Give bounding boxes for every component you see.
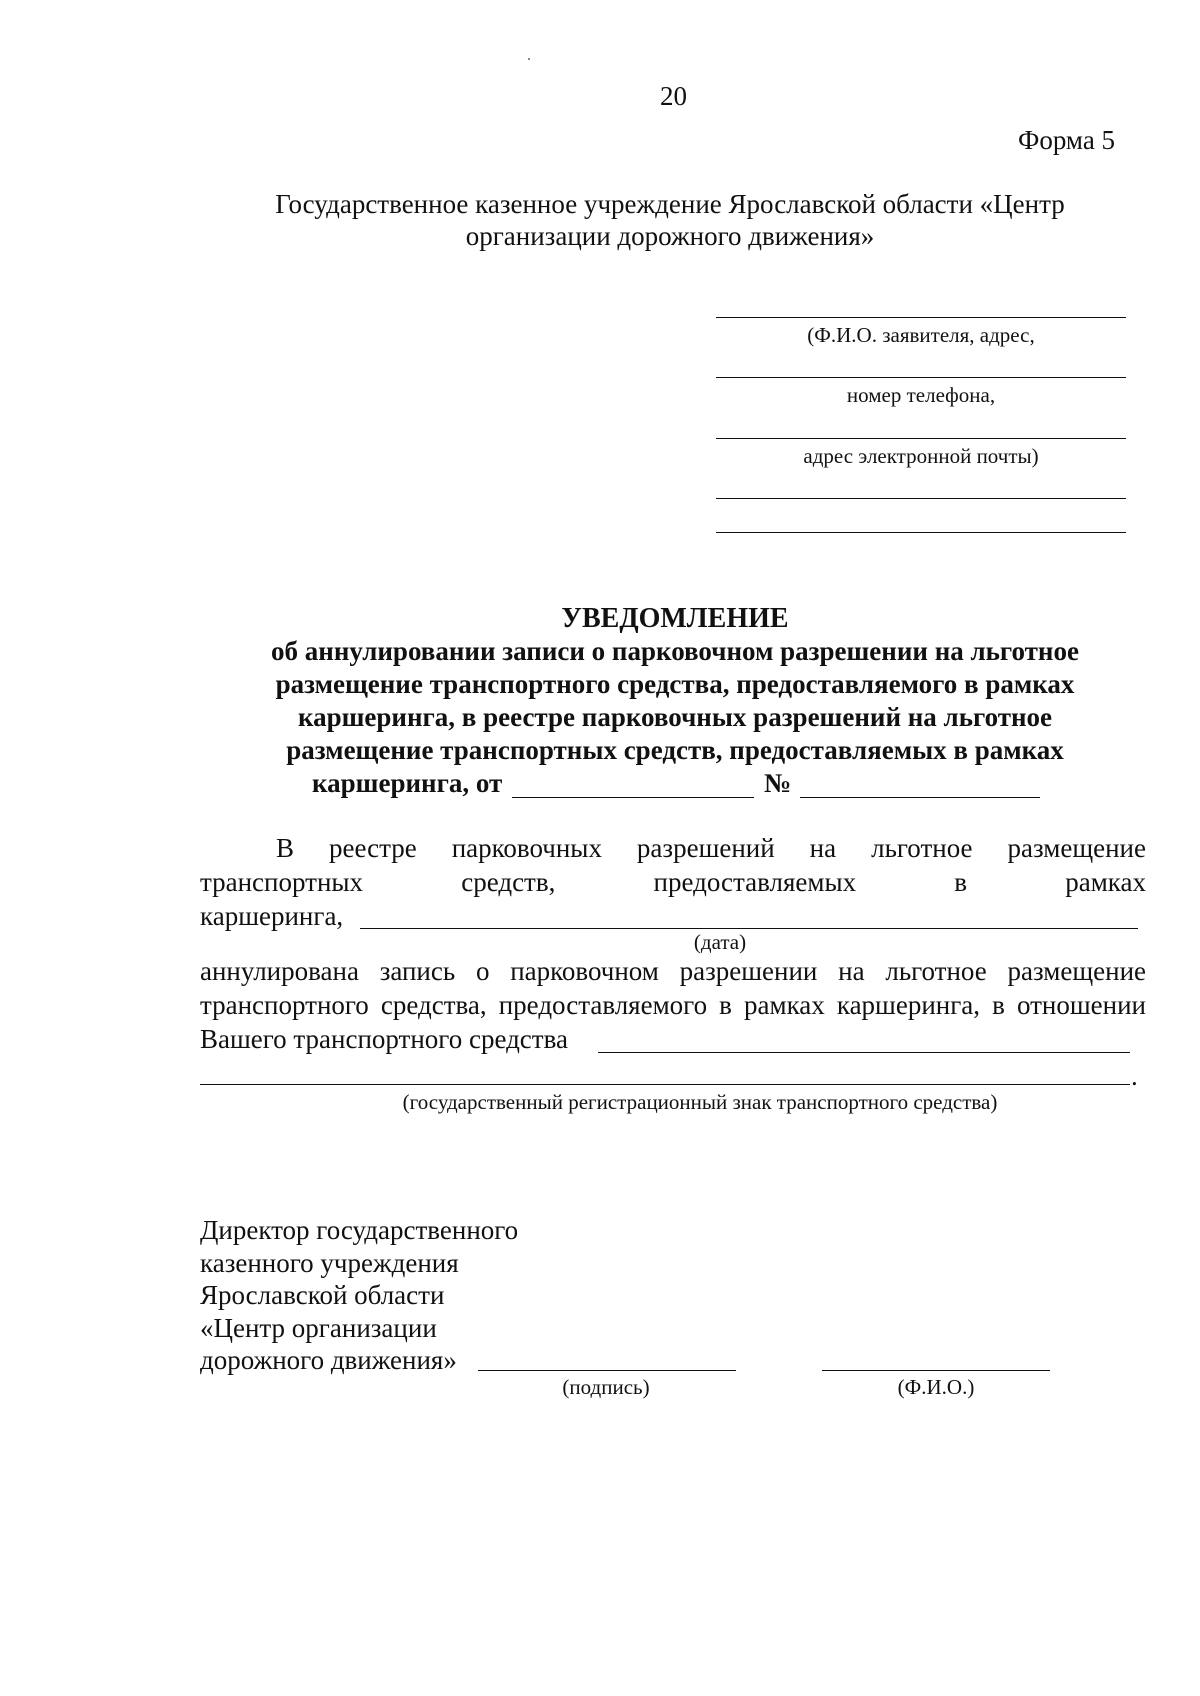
name-caption: (Ф.И.О.) (897, 1375, 975, 1399)
para2-line-3-prefix: Вашего транспортного средства (200, 1024, 568, 1054)
signature-line-4: «Центр организации (200, 1312, 437, 1343)
signature-line-3: Ярославской области (200, 1280, 445, 1310)
institution-name (200, 188, 1140, 252)
institution-line-2: организации дорожного движения» (465, 221, 875, 251)
title-line-5 (312, 767, 1052, 801)
vehicle-blank-2 (200, 1084, 1130, 1085)
applicant-line-5 (716, 532, 1126, 533)
title-line-2: размещение транспортного средства, предоставляемого в рамках (275, 669, 1075, 699)
scan-dot (528, 58, 530, 60)
para2-line-1: аннулирована запись о парковочном разрешении на льготное размещение (200, 956, 1146, 986)
para1-line-2: транспортных средств, предоставляемых в рамках (200, 867, 1146, 897)
signature-line-2: казенного учреждения (200, 1247, 459, 1278)
applicant-line-3 (716, 438, 1126, 439)
title-heading: УВЕДОМЛЕНИЕ (561, 603, 789, 634)
title-line-4: размещение транспортных средств, предоставляемых в рамках (286, 735, 1064, 765)
applicant-caption-3: адрес электронной почты) (803, 444, 1039, 468)
signature-blank (478, 1370, 736, 1371)
para2-line-2: транспортного средства, предоставляемого в рамках каршеринга, в отношении (200, 990, 1146, 1020)
applicant-line-1 (716, 317, 1126, 318)
signature-line-5: дорожного движения» (200, 1345, 457, 1375)
title-line-3: каршеринга, в реестре парковочных разрешений на льготное (297, 702, 1053, 732)
document-title (220, 602, 1130, 767)
sentence-period: . (1131, 1061, 1138, 1091)
sign-caption: (подпись) (562, 1375, 650, 1399)
plate-caption: (государственный регистрационный знак транспортного средства) (402, 1090, 998, 1114)
vehicle-blank-1 (598, 1052, 1130, 1053)
para2-line-3 (200, 1023, 1146, 1057)
para1-line-1: В реестре парковочных разрешений на льготное размещение (276, 833, 1146, 863)
signature-line-1: Директор государственного (200, 1215, 519, 1245)
title-line-5-prefix: каршеринга, от (312, 768, 503, 798)
name-blank (822, 1370, 1050, 1371)
institution-line-1: Государственное казенное учреждение Ярославской области «Центр (275, 189, 1065, 219)
notice-date-blank (512, 797, 754, 798)
applicant-line-4 (716, 498, 1126, 499)
applicant-caption-2: номер телефона, (846, 383, 996, 407)
signature-title (200, 1214, 518, 1377)
page-number: 20 (660, 81, 687, 111)
number-sign: № (764, 768, 792, 798)
para1-line-3-prefix: каршеринга, (200, 901, 344, 931)
form-label: Форма 5 (1018, 125, 1116, 155)
applicant-caption-1: (Ф.И.О. заявителя, адрес, (807, 323, 1035, 347)
title-line-1: об аннулировании записи о парковочном разрешении на льготное (271, 636, 1079, 666)
notice-number-blank (800, 797, 1040, 798)
applicant-line-2 (716, 377, 1126, 378)
date-caption: (дата) (693, 930, 747, 954)
